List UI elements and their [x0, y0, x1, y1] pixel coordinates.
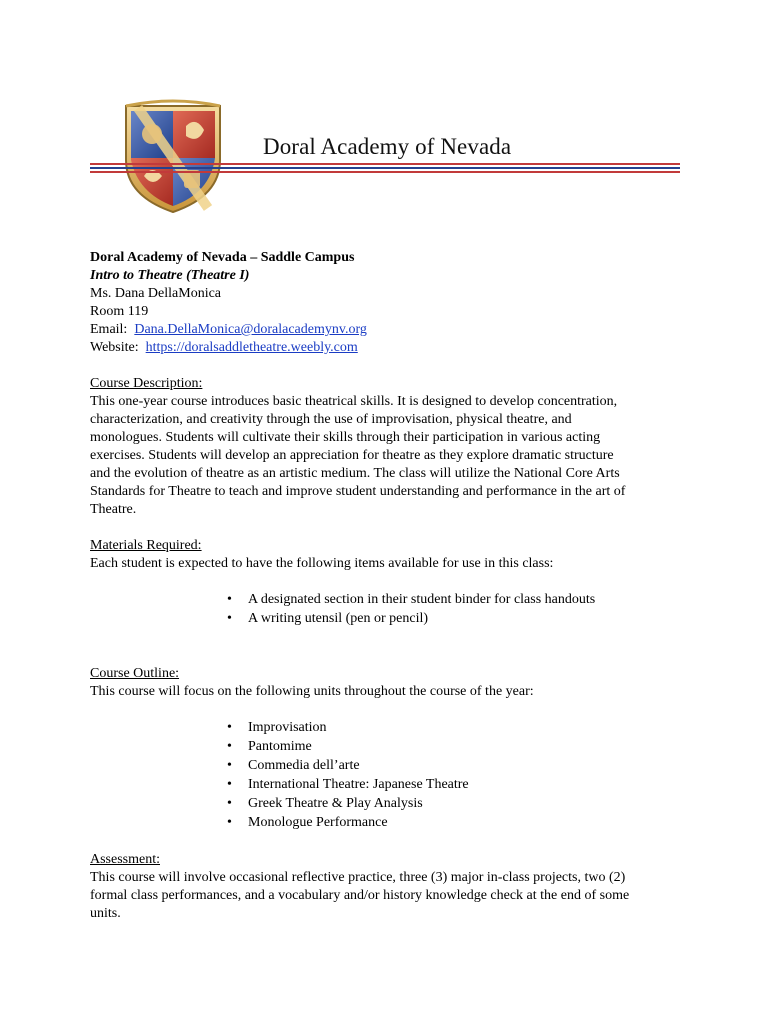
description-line: characterization, and creativity through the use of improvisation, physical theatre, and — [90, 412, 572, 427]
header-rule-red — [90, 171, 680, 173]
email-label: Email: — [90, 322, 128, 337]
description-line: Theatre. — [90, 502, 137, 517]
school-title: Doral Academy of Nevada — [263, 134, 512, 159]
course-description-heading: Course Description: — [90, 376, 203, 391]
description-line: and the evolution of theatre as an artistic medium. The class will utilize the National Core Arts — [90, 466, 620, 481]
assessment-line: This course will involve occasional reflective practice, three (3) major in-class projects, two (2) — [90, 870, 626, 885]
list-item: • Pantomime — [90, 738, 680, 757]
list-item: • Commedia dell’arte — [90, 757, 680, 776]
course-title: Intro to Theatre (Theatre I) — [90, 268, 250, 283]
email-link[interactable]: Dana.DellaMonica@doralacademynv.org — [134, 322, 367, 337]
materials-list — [90, 591, 680, 629]
email-row — [90, 321, 680, 339]
list-item: • Improvisation — [90, 719, 680, 738]
materials-heading: Materials Required: — [90, 538, 202, 553]
header-rule — [90, 163, 680, 175]
description-line: This one-year course introduces basic theatrical skills. It is designed to develop concentration, — [90, 394, 618, 409]
list-item: • A writing utensil (pen or pencil) — [90, 610, 680, 629]
room-number: Room 119 — [90, 304, 149, 319]
list-item: • Monologue Performance — [90, 814, 680, 833]
website-row — [90, 339, 680, 357]
document-body — [90, 249, 680, 923]
website-link[interactable]: https://doralsaddletheatre.weebly.com — [145, 340, 358, 355]
course-outline-heading: Course Outline: — [90, 666, 180, 681]
campus-name: Doral Academy of Nevada – Saddle Campus — [90, 250, 355, 265]
assessment-line: units. — [90, 906, 121, 921]
assessment-heading: Assessment: — [90, 852, 160, 867]
school-crest-icon — [118, 98, 228, 216]
description-line: exercises. Students will develop an appreciation for theatre as they explore dramatic structure — [90, 448, 614, 463]
outline-intro: This course will focus on the following units throughout the course of the year: — [90, 684, 534, 699]
teacher-name: Ms. Dana DellaMonica — [90, 286, 222, 301]
assessment-line: formal class performances, and a vocabulary and/or history knowledge check at the end of some — [90, 888, 630, 903]
website-label: Website: — [90, 340, 139, 355]
outline-list — [90, 719, 680, 833]
header-rule-blue — [90, 167, 680, 169]
list-item: • Greek Theatre & Play Analysis — [90, 795, 680, 814]
header-rule-red — [90, 163, 680, 165]
list-item: • A designated section in their student binder for class handouts — [90, 591, 680, 610]
materials-intro: Each student is expected to have the following items available for use in this class: — [90, 556, 554, 571]
list-item: • International Theatre: Japanese Theatre — [90, 776, 680, 795]
description-line: Standards for Theatre to teach and improve student understanding and performance in the art of — [90, 484, 626, 499]
description-line: monologues. Students will cultivate their skills through their participation in various acting — [90, 430, 601, 445]
